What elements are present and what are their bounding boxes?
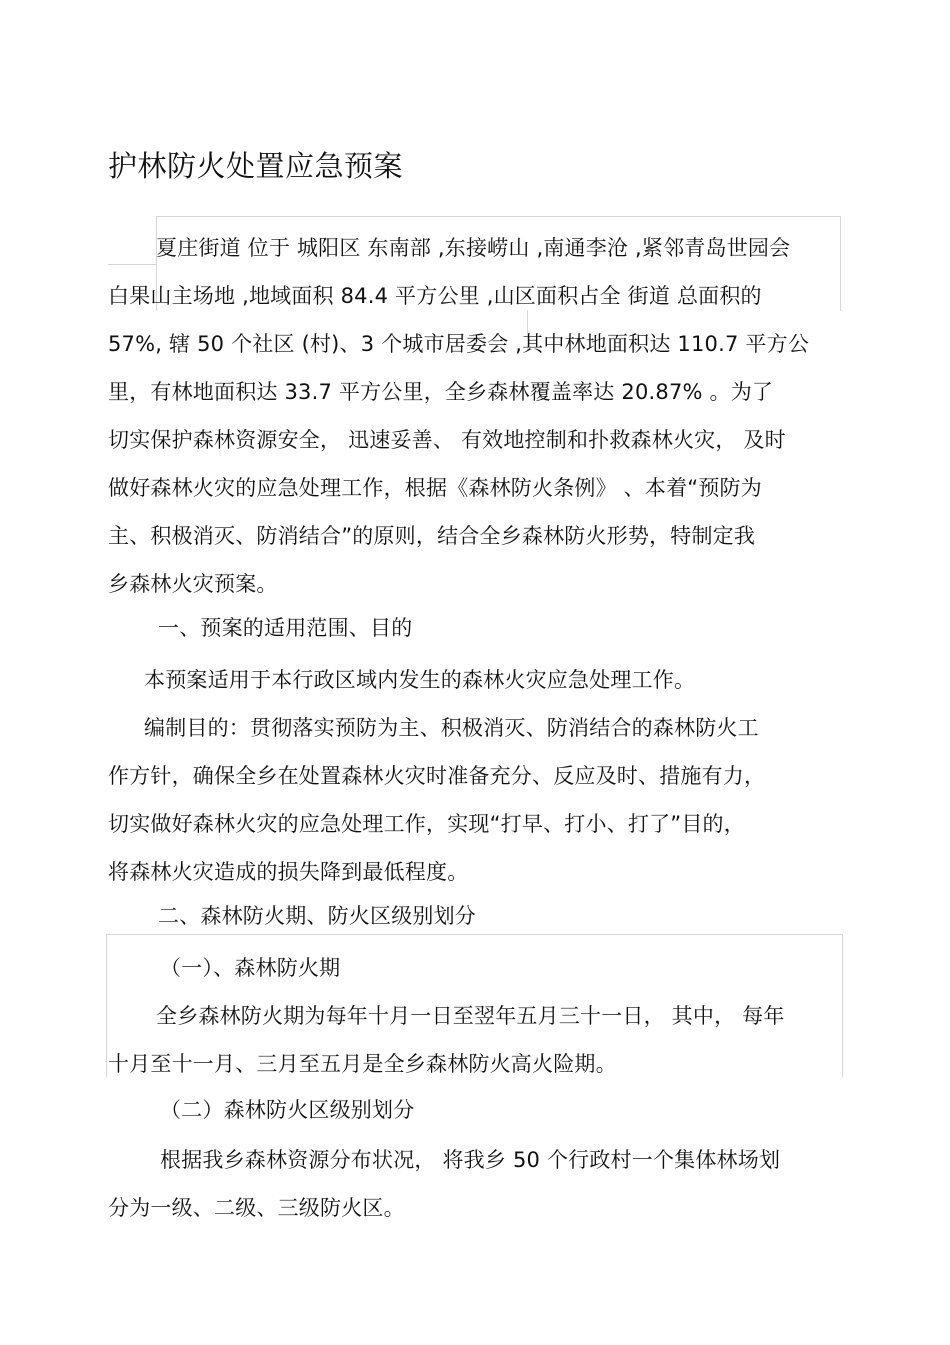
paragraph-line: 切实保护森林资源安全， 迅速妥善、 有效地控制和扑救森林火灾， 及时 bbox=[108, 428, 786, 452]
paragraph-line: 根据我乡森林资源分布状况， 将我乡 50 个行政村一个集体林场划 bbox=[160, 1148, 781, 1172]
text-frame-border bbox=[108, 264, 156, 265]
section-heading: 二、森林防火期、防火区级别划分 bbox=[158, 904, 476, 928]
paragraph-line: 切实做好森林火灾的应急处理工作，实现“打早、打小、打了”目的， bbox=[108, 812, 745, 836]
subsection-heading: （二）森林防火区级别划分 bbox=[160, 1098, 415, 1122]
paragraph-line: 白果山主场地 ,地域面积 84.4 平方公里 ,山区面积占全 街道 总面积的 bbox=[108, 284, 762, 308]
paragraph-line: 编制目的：贯彻落实预防为主、积极消灭、防消结合的森林防火工 bbox=[144, 716, 759, 740]
paragraph-line: 作方针，确保全乡在处置森林火灾时准备充分、反应及时、措施有力， bbox=[108, 764, 766, 788]
paragraph-line: 本预案适用于本行政区域内发生的森林火灾应急处理工作。 bbox=[144, 668, 696, 692]
paragraph-line: 主、积极消灭、防消结合”的原则，结合全乡森林防火形势，特制定我 bbox=[108, 524, 756, 548]
paragraph-line: 里，有林地面积达 33.7 平方公里，全乡森林覆盖率达 20.87% 。为了 bbox=[108, 380, 774, 404]
paragraph-line: 十月至十一月、三月至五月是全乡森林防火高火险期。 bbox=[108, 1052, 617, 1076]
paragraph-line: 将森林火灾造成的损失降到最低程度。 bbox=[108, 860, 469, 884]
paragraph-line: 57%, 辖 50 个社区 (村)、3 个城市居委会 ,其中林地面积达 110.7 平方公 bbox=[108, 332, 810, 356]
paragraph-line: 乡森林火灾预案。 bbox=[108, 572, 278, 596]
paragraph-line: 分为一级、二级、三级防火区。 bbox=[108, 1196, 405, 1220]
paragraph-line: 夏庄街道 位于 城阳区 东南部 ,东接崂山 ,南通李沧 ,紧邻青岛世园会 bbox=[156, 236, 791, 260]
subsection-heading: （一）、森林防火期 bbox=[160, 956, 341, 980]
paragraph-line: 做好森林火灾的应急处理工作，根据《森林防火条例》 、本着“预防为 bbox=[108, 476, 762, 500]
paragraph-line: 全乡森林防火期为每年十月一日至翌年五月三十一日， 其中， 每年 bbox=[156, 1004, 785, 1028]
section-heading: 一、预案的适用范围、目的 bbox=[158, 616, 413, 640]
document-title: 护林防火处置应急预案 bbox=[108, 149, 404, 183]
